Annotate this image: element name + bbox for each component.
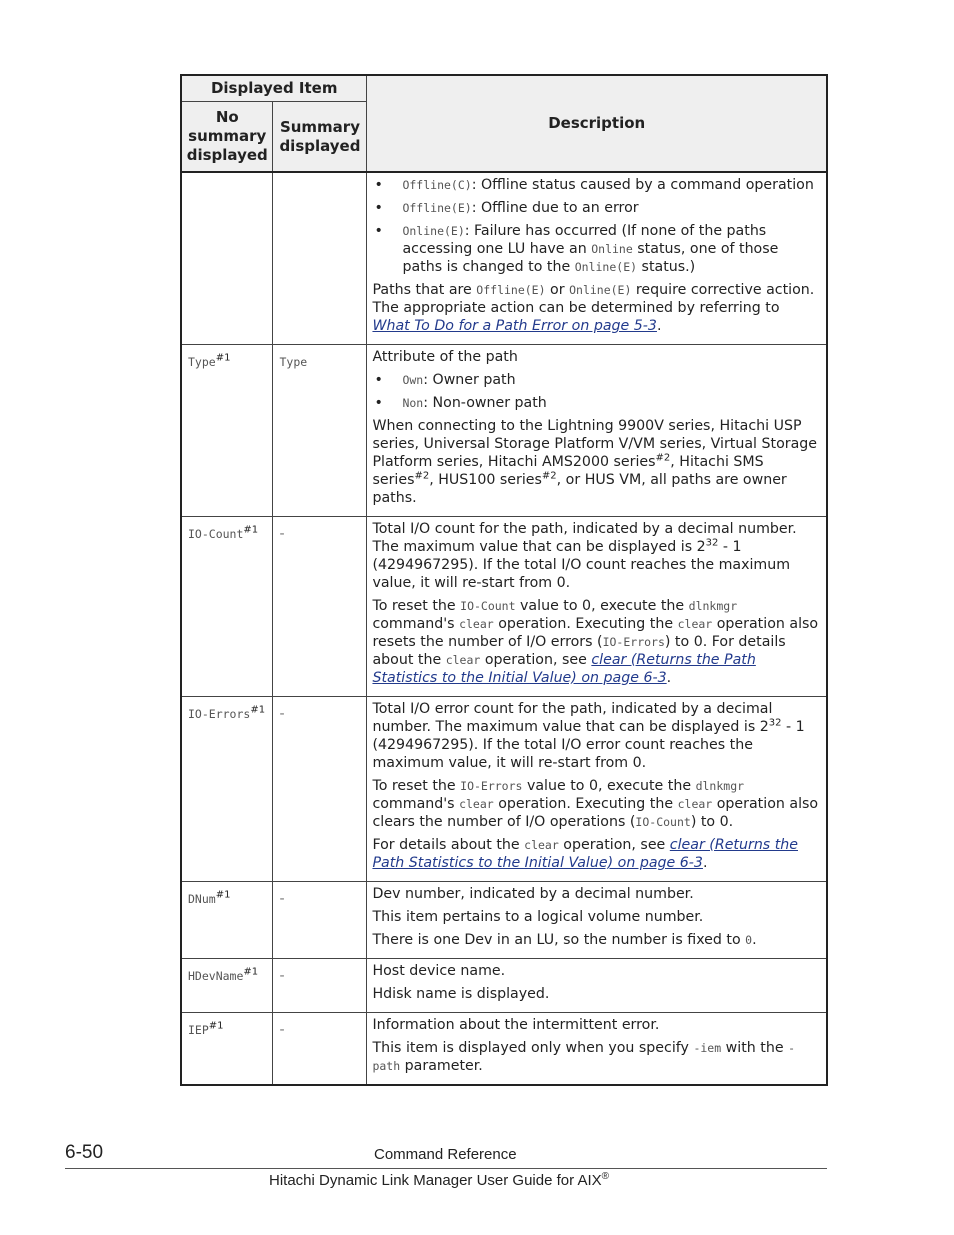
exponent: 32 <box>705 537 719 549</box>
table-row-io-count <box>181 517 827 697</box>
code-text: IO-Count <box>460 599 516 613</box>
summary-name: Type <box>279 355 308 369</box>
text: require corrective action. The appropriate action can be determined by referring to <box>372 282 815 316</box>
code-text: Online(E) <box>574 260 638 274</box>
text: command's <box>372 796 460 812</box>
text: To reset the <box>372 598 461 614</box>
text: . <box>656 318 662 334</box>
list-item <box>372 222 821 276</box>
text: operation, see <box>558 837 670 853</box>
cell-summary-dnum <box>273 882 367 959</box>
bullet-text: status.) <box>637 259 696 275</box>
footnote-ref: #2 <box>414 470 430 482</box>
code-text: clear <box>459 617 494 631</box>
description-paragraph <box>372 281 821 335</box>
code-text: Offline(E) <box>476 283 546 297</box>
code-text: -iem <box>693 1041 722 1055</box>
table-row-io-errors <box>181 697 827 882</box>
bullet-text: : Owner path <box>423 372 516 388</box>
cell-item-iep <box>181 1013 273 1086</box>
text: value to 0, execute the <box>522 778 696 794</box>
text: value to 0, execute the <box>515 598 689 614</box>
text: , Hitachi SMS series <box>372 454 764 488</box>
header-no-summary: No summary displayed <box>181 102 273 173</box>
description-paragraph <box>372 836 821 872</box>
cell-item-dnum <box>181 882 273 959</box>
cell-summary-iep <box>273 1013 367 1086</box>
footer-section-title: Command Reference <box>374 1146 517 1163</box>
text: operation. Executing the <box>493 796 678 812</box>
description-paragraph: This item pertains to a logical volume number. <box>372 909 704 925</box>
item-name: Type <box>188 355 216 369</box>
footer-divider <box>65 1168 827 1169</box>
text: There is one Dev in an LU, so the number is fixed to <box>372 932 746 948</box>
bullet-text: : Non-owner path <box>423 395 547 411</box>
description-paragraph <box>372 417 821 507</box>
list-item <box>372 371 821 389</box>
list-item <box>372 199 821 217</box>
description-paragraph <box>372 520 821 592</box>
footnote-ref: #2 <box>541 470 557 482</box>
type-bullet-list <box>372 371 821 412</box>
item-name: DNum <box>188 892 216 906</box>
code-text: dlnkmgr <box>688 599 738 613</box>
cell-description-io-errors <box>367 697 827 882</box>
cell-description-type <box>367 345 827 517</box>
text: operation, see <box>480 652 592 668</box>
cell-item-type <box>181 345 273 517</box>
code-text: Online(E) <box>569 283 632 297</box>
code-text: Own <box>402 373 424 387</box>
cell-summary-empty <box>273 172 367 345</box>
footnote-ref: #1 <box>215 352 231 364</box>
cell-description-dnum <box>367 882 827 959</box>
table-row-iep <box>181 1013 827 1086</box>
text: Paths that are <box>372 282 477 298</box>
code-text: clear <box>445 653 481 667</box>
cell-summary-io-count <box>273 517 367 697</box>
text: . <box>702 855 708 871</box>
path-error-link[interactable]: What To Do for a Path Error on page 5-3 <box>372 318 657 334</box>
text: Total I/O count for the path, indicated by a decimal number. The maximum value that can be displayed is 2 <box>372 521 797 555</box>
code-text: Online(E) <box>402 224 465 238</box>
header-description: Description <box>367 75 827 172</box>
cell-description-status <box>367 172 827 345</box>
cell-description-iep <box>367 1013 827 1086</box>
text: - 1 (4294967295). If the total I/O error count reaches the maximum value, it will re-start from 0. <box>372 719 805 771</box>
description-paragraph <box>372 1039 821 1075</box>
text: operation. Executing the <box>493 616 678 632</box>
code-text: 0 <box>745 933 753 947</box>
footer-book-title <box>269 1172 609 1189</box>
description-paragraph <box>372 931 821 949</box>
text: - 1 (4294967295). If the total I/O count reaches the maximum value, it will re-start from 0. <box>372 539 791 591</box>
page-number: 6-50 <box>65 1142 104 1163</box>
cell-summary-hdevname <box>273 959 367 1013</box>
footnote-ref: #2 <box>655 452 671 464</box>
table-row-dnum <box>181 882 827 959</box>
table-row-type <box>181 345 827 517</box>
text: or <box>545 282 570 298</box>
description-paragraph <box>372 700 821 772</box>
status-bullet-list <box>372 176 821 276</box>
footnote-ref: #1 <box>208 1020 224 1032</box>
table-row-hdevname <box>181 959 827 1013</box>
cell-item-hdevname <box>181 959 273 1013</box>
bullet-text: : Failure has occurred (If none of the paths accessing one LU have an <box>402 223 767 257</box>
bullet-text: : Offline status caused by a command operation <box>471 177 814 193</box>
cell-item-io-errors <box>181 697 273 882</box>
text: For details about the <box>372 837 525 853</box>
footnote-ref: #1 <box>250 704 266 716</box>
cell-summary-type <box>273 345 367 517</box>
code-text: clear <box>459 797 494 811</box>
summary-dash: - <box>279 706 285 722</box>
code-text: clear <box>677 797 713 811</box>
book-title-text: Hitachi Dynamic Link Manager User Guide for AIX <box>269 1172 602 1189</box>
code-text: -path <box>372 1041 795 1073</box>
code-text: clear <box>524 838 559 852</box>
summary-dash: - <box>279 891 285 907</box>
text: . <box>666 670 672 686</box>
summary-dash: - <box>279 526 285 542</box>
code-text: IO-Errors <box>602 635 665 649</box>
text: To reset the <box>372 778 461 794</box>
cell-item-io-count <box>181 517 273 697</box>
text: When connecting to the Lightning 9900V series, Hitachi USP series, Universal Storage Platform V/VM series, Virtual Storage Platform series, Hitachi AMS2000 series <box>372 418 818 470</box>
text: This item is displayed only when you specify <box>372 1040 694 1056</box>
item-name: IO-Errors <box>188 707 251 721</box>
summary-dash: - <box>279 968 285 984</box>
footnote-ref: #1 <box>243 524 259 536</box>
description-paragraph: Hdisk name is displayed. <box>372 986 550 1002</box>
description-paragraph: Information about the intermittent error. <box>372 1017 660 1033</box>
description-paragraph: Dev number, indicated by a decimal number. <box>372 886 694 902</box>
code-text: clear <box>677 617 713 631</box>
registered-mark: ® <box>601 1171 610 1182</box>
summary-dash: - <box>279 1022 285 1038</box>
list-item <box>372 394 821 412</box>
footnote-ref: #1 <box>215 889 231 901</box>
code-text: IO-Count <box>635 815 691 829</box>
cell-description-io-count <box>367 517 827 697</box>
text: ) to 0. For details about the <box>372 634 786 668</box>
code-text: Non <box>402 396 424 410</box>
text: Total I/O error count for the path, indicated by a decimal number. The maximum value that can be displayed is 2 <box>372 701 773 735</box>
text: operation also resets the number of I/O errors ( <box>372 616 819 650</box>
code-text: Offline(E) <box>402 201 472 215</box>
clear-operation-link[interactable]: clear (Returns the Path Statistics to the Initial Value) on page 6-3 <box>372 652 756 686</box>
table-row-status <box>181 172 827 345</box>
code-text: IO-Errors <box>460 779 523 793</box>
footnote-ref: #1 <box>243 966 259 978</box>
bullet-text: : Offline due to an error <box>471 200 639 216</box>
item-name: IEP <box>188 1023 209 1037</box>
text: command's <box>372 616 460 632</box>
text: . <box>752 932 757 948</box>
text: ) to 0. <box>690 814 734 830</box>
text: with the <box>721 1040 789 1056</box>
item-name: IO-Count <box>188 527 244 541</box>
text: , HUS100 series <box>429 472 542 488</box>
header-summary: Summary displayed <box>273 102 367 173</box>
cell-description-hdevname <box>367 959 827 1013</box>
exponent: 32 <box>768 717 782 729</box>
item-name: HDevName <box>188 969 244 983</box>
clear-operation-link[interactable]: clear (Returns the Path Statistics to the Initial Value) on page 6-3 <box>372 837 798 871</box>
list-item <box>372 176 821 194</box>
cell-summary-io-errors <box>273 697 367 882</box>
text: parameter. <box>400 1058 483 1074</box>
description-paragraph: Attribute of the path <box>372 349 518 365</box>
code-text: Online <box>591 242 633 256</box>
code-text: dlnkmgr <box>695 779 745 793</box>
text: operation also clears the number of I/O operations ( <box>372 796 819 830</box>
code-text: Offline(C) <box>402 178 472 192</box>
text: , or HUS VM, all paths are owner paths. <box>372 472 787 506</box>
header-displayed-item: Displayed Item <box>181 75 367 102</box>
bullet-text: status, one of those paths is changed to the <box>402 241 779 275</box>
description-paragraph <box>372 777 821 831</box>
description-paragraph <box>372 597 821 687</box>
description-paragraph: Host device name. <box>372 963 506 979</box>
cell-no-summary-empty <box>181 172 273 345</box>
displayed-items-table <box>180 74 828 1086</box>
